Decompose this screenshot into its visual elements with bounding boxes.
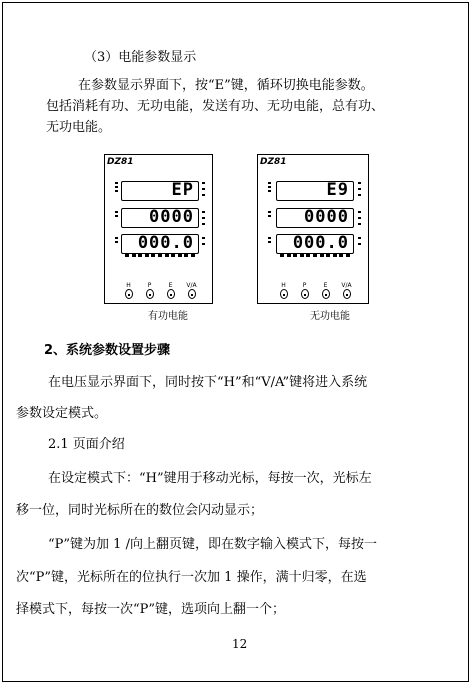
display-row-2: 0000 — [276, 208, 354, 228]
figure-caption: 有功电能 — [148, 311, 188, 322]
indicator-leds — [125, 254, 195, 257]
meter-panel-reactive-energy — [257, 154, 369, 304]
paragraph-line: 移一位，同时光标所在的数位会闪动显示； — [16, 503, 264, 518]
figure-caption: 无功电能 — [310, 311, 350, 322]
va-button: V/A — [184, 282, 199, 299]
section-heading: （3）电能参数显示 — [84, 50, 197, 65]
display-row-2: 0000 — [121, 208, 199, 228]
h-button: H — [276, 282, 291, 299]
display-row-3: 000.0 — [121, 234, 199, 254]
paragraph-line: 无功电能。 — [46, 120, 112, 135]
section-heading: 2、系统参数设置步骤 — [44, 343, 171, 358]
e-button: E — [318, 282, 333, 299]
va-button: V/A — [339, 282, 354, 299]
p-button: P — [142, 282, 157, 299]
meter-model-label: DZ81 — [260, 157, 287, 167]
display-row-3: 000.0 — [276, 234, 354, 254]
meter-model-label: DZ81 — [107, 157, 134, 167]
h-button: H — [121, 282, 136, 299]
paragraph-line: 包括消耗有功、无功电能，发送有功、无功电能，总有功、 — [46, 99, 385, 114]
subsection-heading: 2.1 页面介绍 — [48, 437, 125, 452]
page-number: 12 — [232, 637, 248, 651]
display-row-1: EP — [121, 181, 199, 201]
display-row-1: E9 — [276, 181, 354, 201]
paragraph-line: “P”键为加 1 /向上翻页键，即在数字输入模式下，每按一 — [48, 537, 377, 552]
indicator-leds — [280, 254, 350, 257]
button-row — [276, 282, 354, 299]
p-button: P — [297, 282, 312, 299]
button-row — [121, 282, 199, 299]
paragraph-line: 次“P”键，光标所在的位执行一次加 1 操作，满十归零，在选 — [16, 570, 367, 585]
paragraph-line: 参数设定模式。 — [16, 406, 108, 421]
paragraph-line: 在设定模式下：“H”键用于移动光标，每按一次，光标左 — [48, 471, 372, 486]
paragraph-line: 在电压显示界面下，同时按下“H”和“V/A”键将进入系统 — [48, 375, 368, 390]
paragraph-line: 在参数显示界面下，按“E”键，循环切换电能参数。 — [78, 78, 374, 93]
paragraph-line: 择模式下，每按一次“P”键，选项向上翻一个； — [16, 602, 286, 617]
meter-panel-active-energy — [104, 154, 213, 304]
e-button: E — [163, 282, 178, 299]
